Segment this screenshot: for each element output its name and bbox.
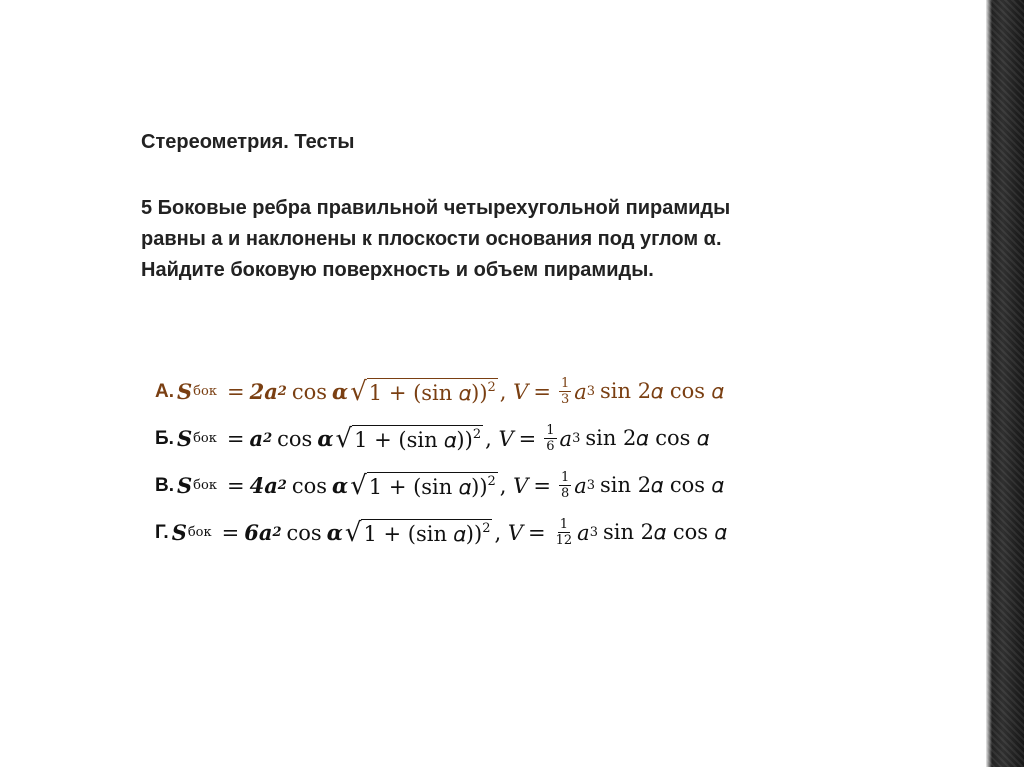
area-subscript: бок [193, 431, 217, 446]
option-letter: А. [155, 380, 174, 402]
problem-line-1: 5 Боковые ребра правильной четырехугольной пирамиды [141, 197, 731, 219]
answer-options [155, 368, 727, 556]
option-letter: Б. [155, 427, 174, 449]
alpha-symbol: 𝜶 [326, 520, 343, 545]
square-root-sign: √ [350, 470, 367, 501]
equals-sign: = [226, 426, 245, 451]
cos-function: cos [291, 379, 328, 404]
fraction-numerator: 1 [560, 376, 570, 391]
slide-title: Стереометрия. Тесты [141, 131, 355, 153]
area-symbol: 𝑺 [176, 426, 193, 451]
fraction-denominator: 3 [560, 392, 570, 407]
volume-symbol: , 𝑉 [499, 473, 529, 498]
problem-line-3: Найдите боковую поверхность и объем пирамиды. [141, 259, 654, 281]
exponent-2: 2 [272, 525, 282, 540]
area-subscript: бок [193, 384, 217, 399]
equals-sign: = [528, 520, 546, 545]
radicand-text: 1 + (sin 𝛼) [368, 380, 480, 405]
square-root-radicand: 1 + (sin 𝛼))$^2$ [363, 520, 491, 546]
volume-fraction [559, 376, 571, 407]
exponent-3: 3 [586, 384, 596, 399]
square-root-sign: √ [350, 376, 367, 407]
area-symbol: 𝑺 [177, 379, 193, 404]
radicand-text: 1 + (sin 𝛼) [354, 427, 465, 452]
trig-tail: sin 2𝛼 cos 𝛼 [585, 426, 710, 450]
volume-symbol: , 𝑉 [499, 379, 529, 404]
equals-sign: = [533, 473, 551, 498]
variable-a: 𝑎 [574, 473, 587, 498]
fraction-numerator: 1 [559, 517, 569, 532]
answer-option-d[interactable] [155, 509, 727, 556]
area-symbol: 𝑺 [171, 520, 187, 545]
variable-a: 𝒂 [264, 473, 278, 498]
exponent-2: 2 [263, 431, 273, 446]
option-letter: В. [155, 474, 174, 496]
option-letter: Г. [155, 521, 169, 543]
radicand-exponent: 2 [482, 520, 491, 536]
exponent-3: 3 [586, 478, 596, 493]
variable-a: 𝒂 [258, 520, 273, 545]
equals-sign: = [226, 473, 245, 498]
square-root-radicand: 1 + (sin 𝛼))$^2$ [368, 473, 496, 499]
area-subscript: бок [193, 478, 217, 493]
volume-fraction [544, 423, 556, 454]
square-root-radicand: 1 + (sin 𝛼))$^2$ [354, 426, 482, 452]
square-root-sign: √ [344, 517, 362, 548]
square-root-sign: √ [335, 423, 353, 454]
area-coefficient: 4 [249, 473, 265, 498]
fraction-numerator: 1 [560, 470, 570, 485]
answer-option-b[interactable] [155, 415, 727, 462]
problem-line-2: равны а и наклонены к плоскости основания под углом α. [141, 228, 722, 250]
equals-sign: = [518, 426, 537, 451]
cos-function: cos [286, 520, 322, 545]
answer-option-a[interactable] [155, 368, 727, 415]
exponent-2: 2 [277, 478, 287, 493]
equals-sign: = [226, 379, 245, 404]
exponent-3: 3 [572, 431, 581, 446]
cos-function: cos [277, 426, 313, 451]
variable-a: 𝑎 [574, 379, 587, 404]
variable-a: 𝑎 [577, 520, 590, 545]
radicand-exponent: 2 [472, 426, 482, 442]
area-subscript: бок [187, 525, 212, 540]
radicand-exponent: 2 [487, 379, 496, 395]
fraction-denominator: 6 [546, 439, 555, 454]
equals-sign: = [533, 379, 551, 404]
radicand-text: 1 + (sin 𝛼) [363, 521, 474, 546]
trig-tail: sin 2𝛼 cos 𝛼 [600, 473, 724, 497]
square-root-radicand: 1 + (sin 𝛼))$^2$ [368, 379, 496, 405]
volume-symbol: , 𝑉 [485, 426, 514, 451]
trig-tail: sin 2𝛼 cos 𝛼 [600, 379, 724, 403]
alpha-symbol: 𝜶 [317, 426, 334, 451]
volume-fraction [554, 517, 575, 548]
volume-fraction [559, 470, 571, 501]
variable-a: 𝑎 [559, 426, 573, 451]
problem-statement [141, 193, 730, 286]
alpha-symbol: 𝜶 [332, 379, 349, 404]
exponent-2: 2 [277, 384, 287, 399]
exponent-3: 3 [589, 525, 598, 540]
area-coefficient: 6 [244, 520, 259, 545]
radicand-exponent: 2 [487, 473, 496, 489]
volume-symbol: , 𝑉 [494, 520, 524, 545]
variable-a: 𝒂 [249, 426, 264, 451]
variable-a: 𝒂 [264, 379, 278, 404]
dark-edge-decoration [986, 0, 1024, 767]
fraction-denominator: 8 [560, 486, 570, 501]
fraction-denominator: 12 [555, 533, 573, 548]
area-symbol: 𝑺 [177, 473, 193, 498]
area-coefficient: 2 [249, 379, 265, 404]
fraction-numerator: 1 [546, 423, 555, 438]
alpha-symbol: 𝜶 [332, 473, 349, 498]
trig-tail: sin 2𝛼 cos 𝛼 [602, 520, 727, 544]
answer-option-c[interactable] [155, 462, 727, 509]
equals-sign: = [221, 520, 240, 545]
radicand-text: 1 + (sin 𝛼) [368, 474, 480, 499]
cos-function: cos [291, 473, 328, 498]
